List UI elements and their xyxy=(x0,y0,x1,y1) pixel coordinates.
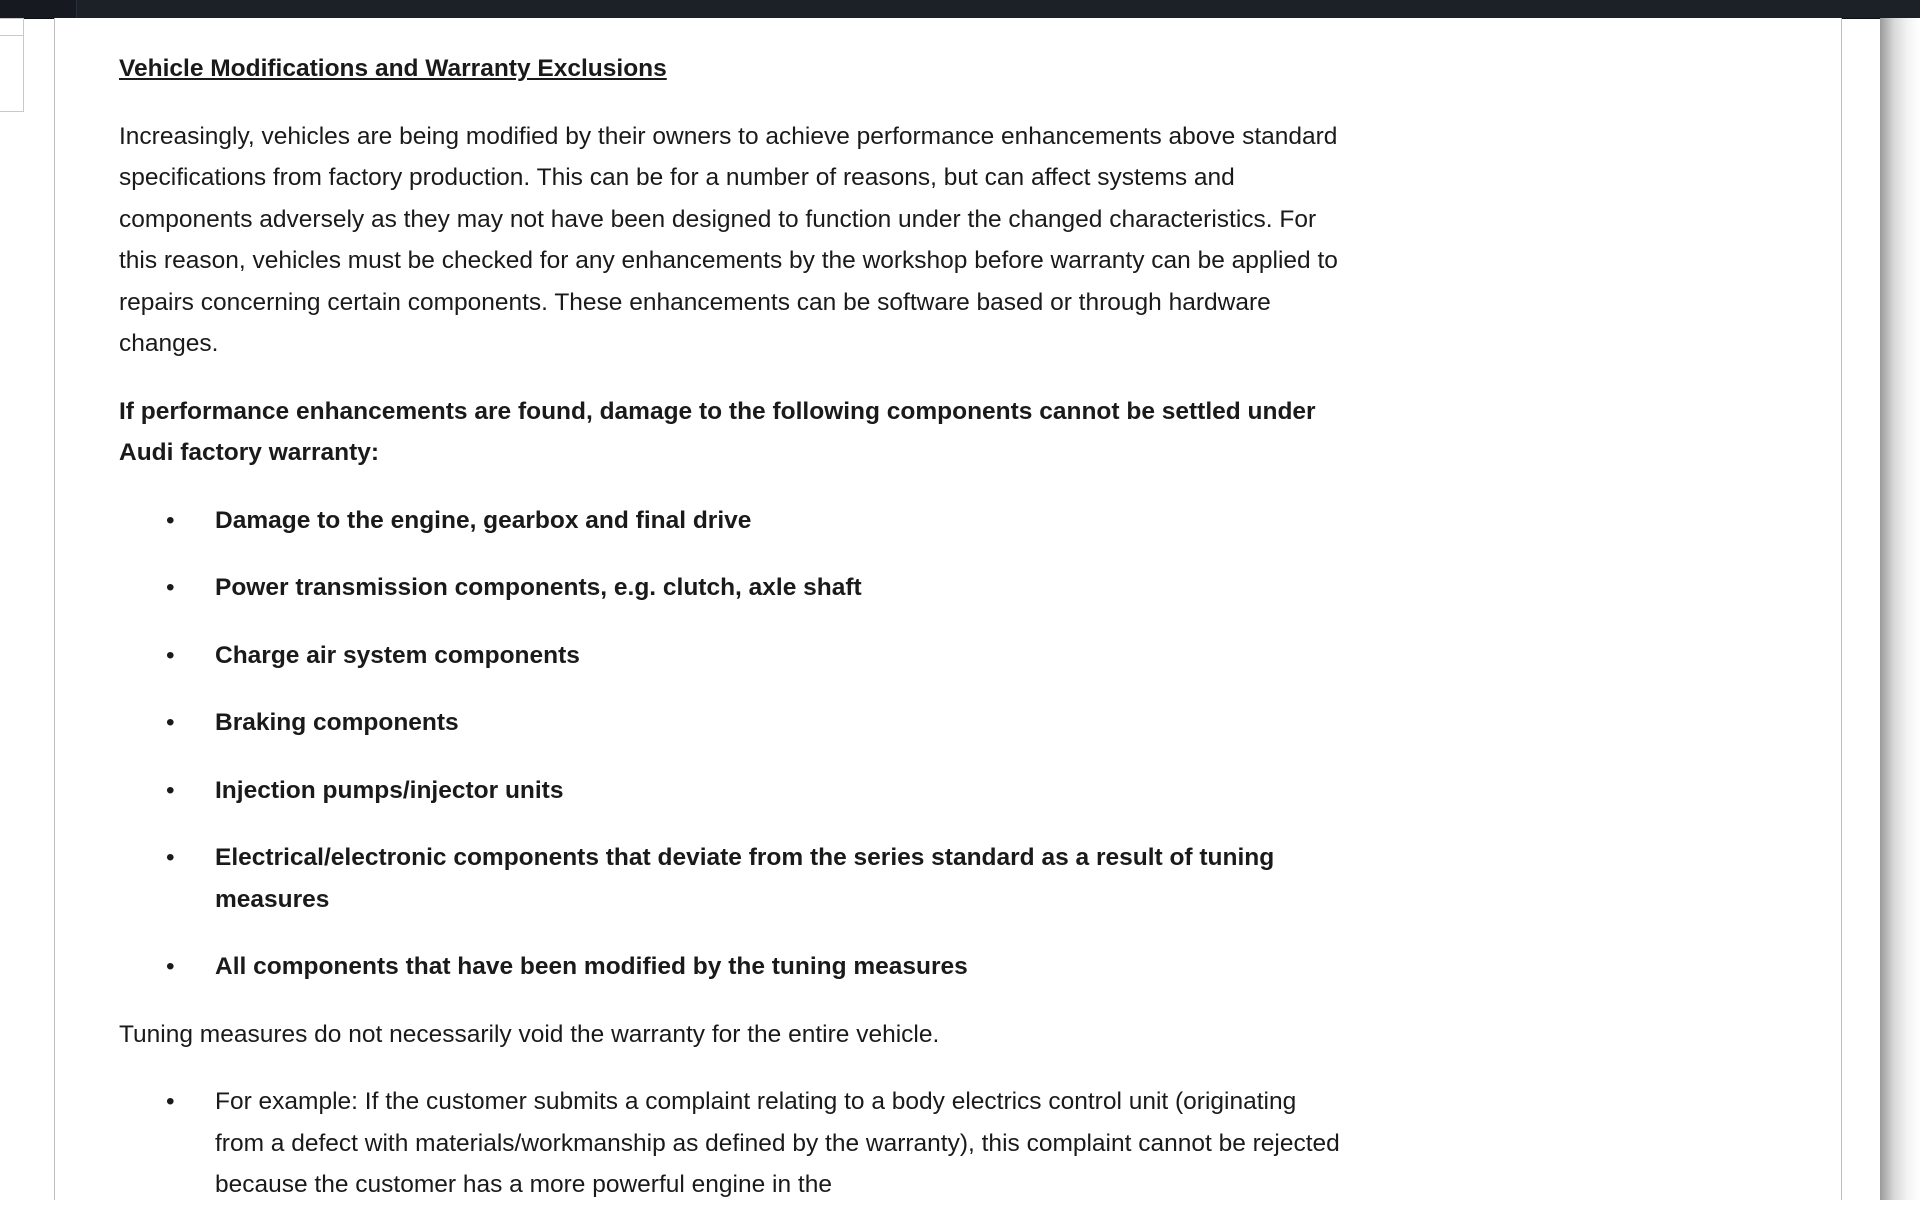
list-item-text: Braking components xyxy=(215,709,459,736)
document-heading: Vehicle Modifications and Warranty Exclusions xyxy=(119,55,667,82)
list-item xyxy=(119,635,1344,677)
bullet-icon: • xyxy=(166,506,175,534)
list-item xyxy=(119,770,1344,812)
document-body xyxy=(119,48,1344,1232)
bullet-icon: • xyxy=(166,1088,175,1115)
bullet-icon: • xyxy=(166,953,175,980)
list-item-text: All components that have been modified by the tuning measures xyxy=(215,953,968,980)
list-item xyxy=(119,702,1344,744)
examples-list xyxy=(119,1081,1344,1206)
tuning-note: Tuning measures do not necessarily void the warranty for the entire vehicle. xyxy=(119,1020,940,1048)
bullet-icon: • xyxy=(166,709,175,736)
list-item-text: Electrical/electronic components that deviate from the series standard as a result of tuning measures xyxy=(215,844,1275,913)
page-shadow xyxy=(1880,18,1920,1200)
list-item xyxy=(119,837,1344,920)
intro-paragraph: Increasingly, vehicles are being modified by their owners to achieve performance enhancements above standard specifications from factory production. This can be for a number of reasons, but can affect systems and components adversely as they may not have been designed to function under the changed characteristics. For this reason, vehicles must be checked for any enhancements by the workshop before warranty can be applied to repairs concerning certain components. These enhancements can be software based or through hardware changes. xyxy=(119,122,1338,357)
list-item xyxy=(119,567,1344,609)
bullet-icon: • xyxy=(166,776,175,804)
list-item xyxy=(119,500,1344,542)
excluded-components-list xyxy=(119,500,1344,988)
list-item-text: For example: If the customer submits a complaint relating to a body electrics control unit (originating from a defect with materials/workmanship as defined by the warranty), this complaint cannot be rejected because the customer has a more powerful engine in the xyxy=(215,1088,1340,1198)
list-item-text: Damage to the engine, gearbox and final drive xyxy=(215,506,752,534)
window-title-bar xyxy=(0,0,1920,19)
bullet-icon: • xyxy=(166,844,175,871)
bullet-icon: • xyxy=(166,641,175,669)
navigation-pane-edge[interactable] xyxy=(0,18,24,112)
list-item-text: Charge air system components xyxy=(215,641,580,669)
list-item-text: Injection pumps/injector units xyxy=(215,776,564,804)
list-item xyxy=(119,1081,1344,1206)
list-item xyxy=(119,946,1344,988)
warranty-exclusion-statement: If performance enhancements are found, damage to the following components cannot be settled under Audi factory warranty: xyxy=(119,397,1316,466)
list-item-text: Power transmission components, e.g. clutch, axle shaft xyxy=(215,574,862,601)
navigation-pane-divider xyxy=(0,35,24,36)
title-bar-segment xyxy=(0,0,77,18)
bullet-icon: • xyxy=(166,574,175,601)
